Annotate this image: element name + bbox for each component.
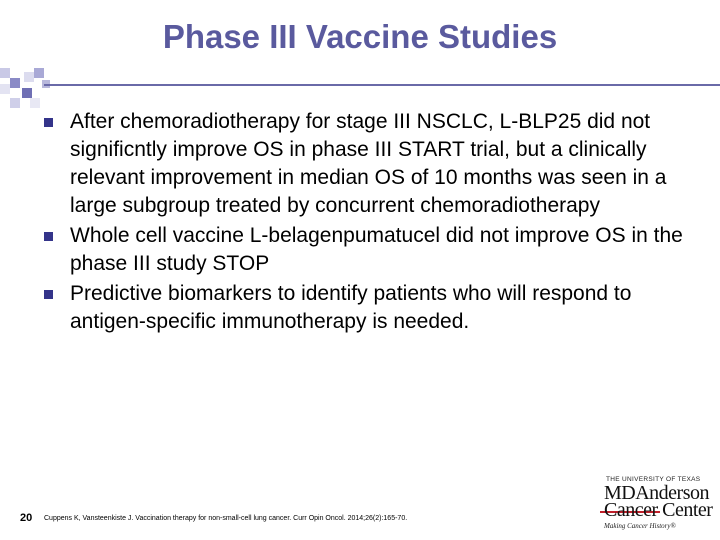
square-bullet-icon [44,118,53,127]
square-bullet-icon [44,232,53,241]
bullet-text: Whole cell vaccine L-belagenpumatucel did not improve OS in the phase III study STOP [70,224,683,275]
bullet-item [44,280,708,336]
bullet-text: Predictive biomarkers to identify patients who will respond to antigen-specific immunotherapy is needed. [70,282,632,333]
citation: Cuppens K, Vansteenkiste J. Vaccination therapy for non-small-cell lung cancer. Curr Opin Oncol. 2014;26(2):165-70. [44,515,408,522]
bullet-text: After chemoradiotherapy for stage III NSCLC, L-BLP25 did not significntly improve OS in phase III START trial, but a clinically relevant improvement in median OS of 10 months was seen in a large subgroup treated by concurrent chemoradiotherapy [70,110,667,217]
slide-number: 20 [20,512,33,524]
logo-university: THE UNIVERSITY OF TEXAS [606,476,701,483]
bullet-item [44,222,708,278]
square-bullet-icon [44,290,53,299]
slide-title: Phase III Vaccine Studies [162,18,558,55]
logo-name-line2: Cancer Center [604,499,713,521]
logo-tagline: Making Cancer History® [604,522,676,530]
bullet-list [44,108,708,338]
md-anderson-logo [596,476,716,534]
logo-name-line1: MDAnderson [604,482,709,504]
title-divider [44,84,720,86]
bullet-item [44,108,708,220]
